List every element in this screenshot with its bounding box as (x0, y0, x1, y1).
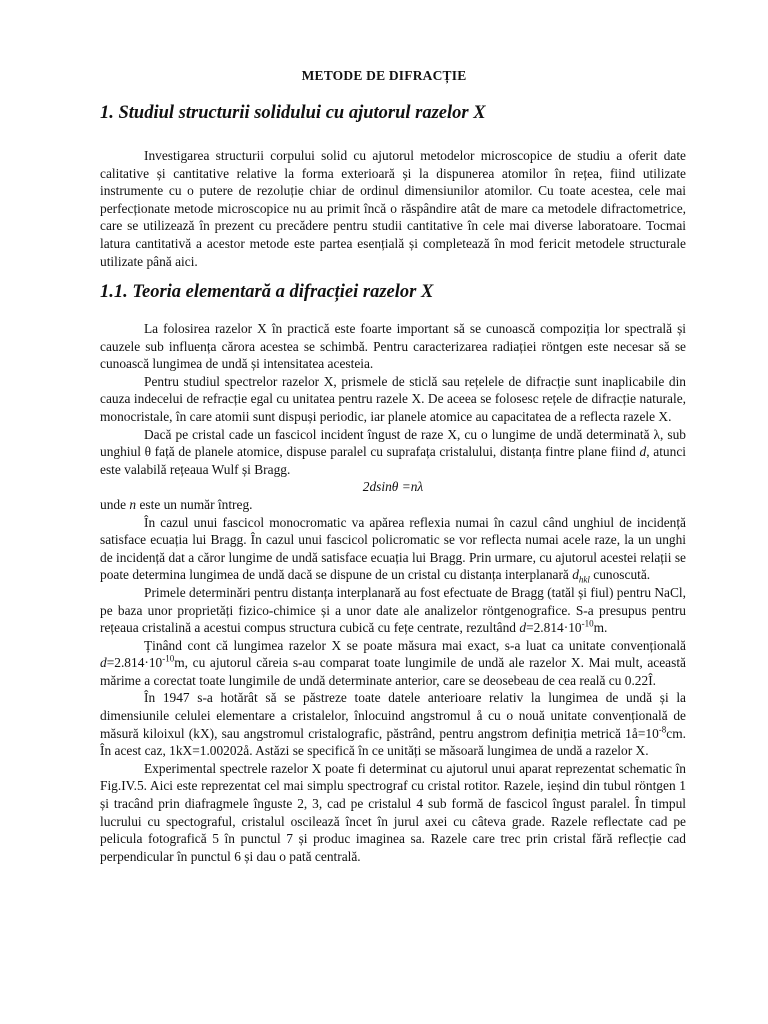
paragraph-prisms: Pentru studiul spectrelor razelor X, prismele de sticlă sau rețelele de difracție sunt inaplicabile din cauza indecelui de refracție egal cu unitatea pentru razele X. De aceea se folosesc rețele de difracție naturale, monocristale, în care atomii sunt dispuși periodic, iar planele atomice au capacitatea de a reflecta razele X. (100, 373, 686, 424)
paragraph-monochromatic: În cazul unui fascicol monocromatic va apărea reflexia numai în cazul când unghiul de incidență satisface ecuația lui Bragg. În cazul unui fascicol policromatic se vor reflecta numai acele raze, la un unghi de incidență dat a căror lungime de undă satisface ecuația lui Bragg. Prin urmare, cu ajutorul acestei relații se poate determina lungimea de undă dacă se dispune de un cristal cu distanța interplanară $d_{hkl}$ cunoscută. (100, 514, 686, 585)
paragraph-intro: Investigarea structurii corpului solid cu ajutorul metodelor microscopice de studiu a oferit date calitative și cantitative relative la forma exterioară și la dispunerea atomilor în rețea, fiind utilizate instrumente cu o putere de rezoluție chiar de ordinul dimensiunilor atomilor. Cu toate acestea, cele mai perfecționate metode microscopice nu au primit încă o răspândire atât de mare ca metodele difractometrice, care se utilizează în prezent cu precădere pentru studii cantitative în cele mai diverse laboratoare. Tocmai latura cantitativă a acestor metode este partea esențială și completează în mod fericit metodele structurale utilizate până aici. (100, 148, 686, 269)
bragg-formula: 2dsinθ =nλ (362, 479, 424, 495)
section-heading-1-1: 1.1. Teoria elementară a difracției razelor X (100, 282, 434, 302)
paragraph-nacl: Primele determinări pentru distanța interplanară au fost efectuate de Bragg (tatăl și fiul) pentru NaCl, pe baza unor proprietăți fizico-chimice și a unor date ale analizelor röntgenografice. S-a presupus pentru rețeaua cristalină a acestui compus structura cubică cu fețe centrate, rezultând $d=2.814\cdot 10^{-10}m$. (100, 584, 686, 636)
paragraph-bragg-setup: Dacă pe cristal cade un fascicol incident îngust de raze X, cu o lungime de undă determinată λ, sub unghiul θ față de planele atomice, dispuse paralel cu suprafața cristalului, distanța fintre plane fiind d, atunci este valabilă rețeaua Wulf și Bragg. (100, 426, 686, 477)
paragraph-n-integer: unde n este un număr întreg. (100, 496, 253, 512)
section-1-body (100, 147, 686, 270)
document-title: METODE DE DIFRACȚIE (301, 68, 467, 83)
paragraph-spectral: La folosirea razelor X în practică este foarte important să se cunoască compoziția lor spectrală și cauzele sub influența cărora acestea se schimbă. Pentru caracterizarea radiației röntgen este necesar să se cunoască lungimea de undă și intensitatea acesteia. (100, 321, 686, 372)
section-1-1-body (100, 320, 686, 865)
paragraph-spectrograph: Experimental spectrele razelor X poate fi determinat cu ajutorul unui aparat reprezentat schematic în Fig.IV.5. Aici este reprezentat cel mai simplu spectrograf cu cristal rotitor. Razele, ieșind din tubul röntgen 1 și tracând prin diafragmele înguste 2, 3, cad pe cristalul 4 sub formă de fascicol îngust paralel. În timpul lucrului cu spectograful, cristalul oscilează încet în jurul axei cu câteva grade. Razele reflectate cad pe pelicula fotografică 5 în punctul 7 și produc imaginea sa. Razele care trec prin cristal fără reflecție cad perpendicular în punctul 6 și dau o pată centrală. (100, 760, 686, 864)
section-heading-1: 1. Studiul structurii solidului cu ajutorul razelor X (100, 103, 486, 123)
paragraph-conventional-unit: Ținând cont că lungimea razelor X se poate măsura mai exact, s-a luat ca unitate convențională $d=2.814\cdot 10^{-10}m$, cu ajutorul căreia s-au comparat toate lungimile de undă ale razelor X. Mai mult, această mărime a corectat toate lungimile de undă determinate anterior, care se deosebeau de cea reală cu 0.22Î. (100, 637, 686, 688)
paragraph-1947: În 1947 s-a hotărât să se păstreze toate datele anterioare relativ la lungimea de undă și la dimensiunile celulei elementare a cristalelor, înlocuind angstromul å cu o nouă unitate convențională de măsură kiloixul (kX), sau angstromul cristalografic, păstrând, pentru angstrom definiția metrică $1å=10^{-8}cm$. În acest caz, 1kX=1.00202å. Astăzi se specifică în ce unități se măsoară lungimea de undă a razelor X. (100, 690, 686, 759)
